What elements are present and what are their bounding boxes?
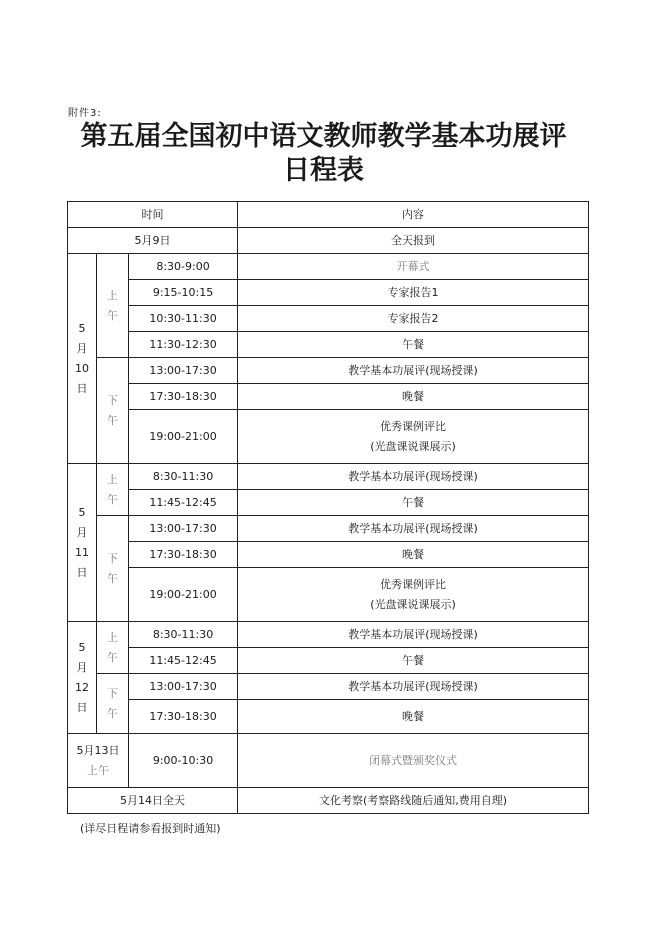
date-char: 月	[76, 341, 88, 355]
table-row	[68, 568, 589, 622]
time-cell: 13:00-17:30	[129, 358, 238, 384]
table-row	[68, 410, 589, 464]
content-cell: 开幕式	[238, 254, 589, 280]
period-pm-day11	[97, 516, 129, 622]
time-cell: 17:30-18:30	[129, 384, 238, 410]
period-char: 午	[107, 308, 118, 322]
date-char: 10	[75, 361, 89, 375]
period-char: 午	[107, 492, 118, 506]
time-cell: 8:30-9:00	[129, 254, 238, 280]
content-line: 优秀课例评比	[380, 419, 447, 433]
content-may-9: 全天报到	[238, 228, 589, 254]
table-row	[68, 490, 589, 516]
time-cell: 8:30-11:30	[129, 464, 238, 490]
header-time: 时间	[68, 202, 238, 228]
period-char: 下	[107, 686, 118, 700]
period-char: 上	[107, 472, 118, 486]
content-cell: 教学基本功展评(现场授课)	[238, 358, 589, 384]
document-subtitle: 日程表	[283, 155, 364, 186]
date-char: 5	[78, 505, 86, 519]
date-char: 11	[75, 545, 89, 559]
period-char: 上	[107, 288, 118, 302]
period-char: 午	[107, 571, 118, 585]
table-row	[68, 788, 589, 814]
period-am-day12	[97, 622, 129, 674]
header-content: 内容	[238, 202, 589, 228]
content-cell: 闭幕式暨颁奖仪式	[238, 734, 589, 788]
content-cell: 午餐	[238, 490, 589, 516]
period-char: 下	[107, 551, 118, 565]
content-line: (光盘课说课展示)	[370, 597, 456, 611]
content-cell	[238, 410, 589, 464]
content-line: 优秀课例评比	[380, 577, 447, 591]
time-cell: 11:45-12:45	[129, 648, 238, 674]
period-am-day11	[97, 464, 129, 516]
period-line: 上午	[87, 763, 109, 777]
date-char: 12	[75, 680, 89, 694]
date-line: 5月13日	[76, 743, 120, 757]
table-row	[68, 648, 589, 674]
time-cell: 19:00-21:00	[129, 410, 238, 464]
content-cell: 专家报告1	[238, 280, 589, 306]
time-cell: 9:00-10:30	[129, 734, 238, 788]
time-cell: 11:45-12:45	[129, 490, 238, 516]
content-cell: 午餐	[238, 648, 589, 674]
content-cell	[238, 568, 589, 622]
date-may-14: 5月14日全天	[68, 788, 238, 814]
table-row	[68, 464, 589, 490]
date-char: 日	[76, 381, 88, 395]
schedule-table	[67, 201, 589, 814]
period-char: 上	[107, 630, 118, 644]
date-may-9: 5月9日	[68, 228, 238, 254]
period-pm-day12	[97, 674, 129, 734]
period-am-day10	[97, 254, 129, 358]
date-cell-day12	[68, 622, 97, 734]
time-cell: 13:00-17:30	[129, 516, 238, 542]
content-cell: 教学基本功展评(现场授课)	[238, 516, 589, 542]
period-char: 午	[107, 650, 118, 664]
table-row	[68, 700, 589, 734]
footnote: (详尽日程请参看报到时通知)	[80, 822, 221, 835]
content-cell: 教学基本功展评(现场授课)	[238, 622, 589, 648]
table-row	[68, 384, 589, 410]
date-may-13	[68, 734, 129, 788]
time-cell: 19:00-21:00	[129, 568, 238, 622]
content-cell: 晚餐	[238, 542, 589, 568]
time-cell: 11:30-12:30	[129, 332, 238, 358]
date-char: 月	[76, 525, 88, 539]
date-cell-day11	[68, 464, 97, 622]
time-cell: 17:30-18:30	[129, 542, 238, 568]
table-row	[68, 674, 589, 700]
period-char: 午	[107, 413, 118, 427]
content-cell: 晚餐	[238, 700, 589, 734]
time-cell: 17:30-18:30	[129, 700, 238, 734]
content-cell: 专家报告2	[238, 306, 589, 332]
table-header-row	[68, 202, 589, 228]
table-row	[68, 622, 589, 648]
date-char: 5	[78, 321, 86, 335]
table-row	[68, 332, 589, 358]
content-cell: 晚餐	[238, 384, 589, 410]
date-cell-day10	[68, 254, 97, 464]
date-char: 月	[76, 660, 88, 674]
time-cell: 8:30-11:30	[129, 622, 238, 648]
date-char: 日	[76, 700, 88, 714]
date-char: 日	[76, 565, 88, 579]
table-row	[68, 228, 589, 254]
date-char: 5	[78, 640, 86, 654]
content-cell: 教学基本功展评(现场授课)	[238, 674, 589, 700]
period-pm-day10	[97, 358, 129, 464]
content-cell: 午餐	[238, 332, 589, 358]
table-row	[68, 254, 589, 280]
time-cell: 9:15-10:15	[129, 280, 238, 306]
attachment-label: 附件3:	[68, 108, 102, 119]
table-row	[68, 306, 589, 332]
time-cell: 13:00-17:30	[129, 674, 238, 700]
table-row	[68, 358, 589, 384]
period-char: 下	[107, 393, 118, 407]
table-row	[68, 734, 589, 788]
table-row	[68, 280, 589, 306]
content-cell: 教学基本功展评(现场授课)	[238, 464, 589, 490]
time-cell: 10:30-11:30	[129, 306, 238, 332]
table-row	[68, 516, 589, 542]
period-char: 午	[107, 706, 118, 720]
table-row	[68, 542, 589, 568]
content-cell: 文化考察(考察路线随后通知,费用自理)	[238, 788, 589, 814]
document-title: 第五届全国初中语文教师教学基本功展评	[80, 121, 567, 152]
content-line: (光盘课说课展示)	[370, 439, 456, 453]
